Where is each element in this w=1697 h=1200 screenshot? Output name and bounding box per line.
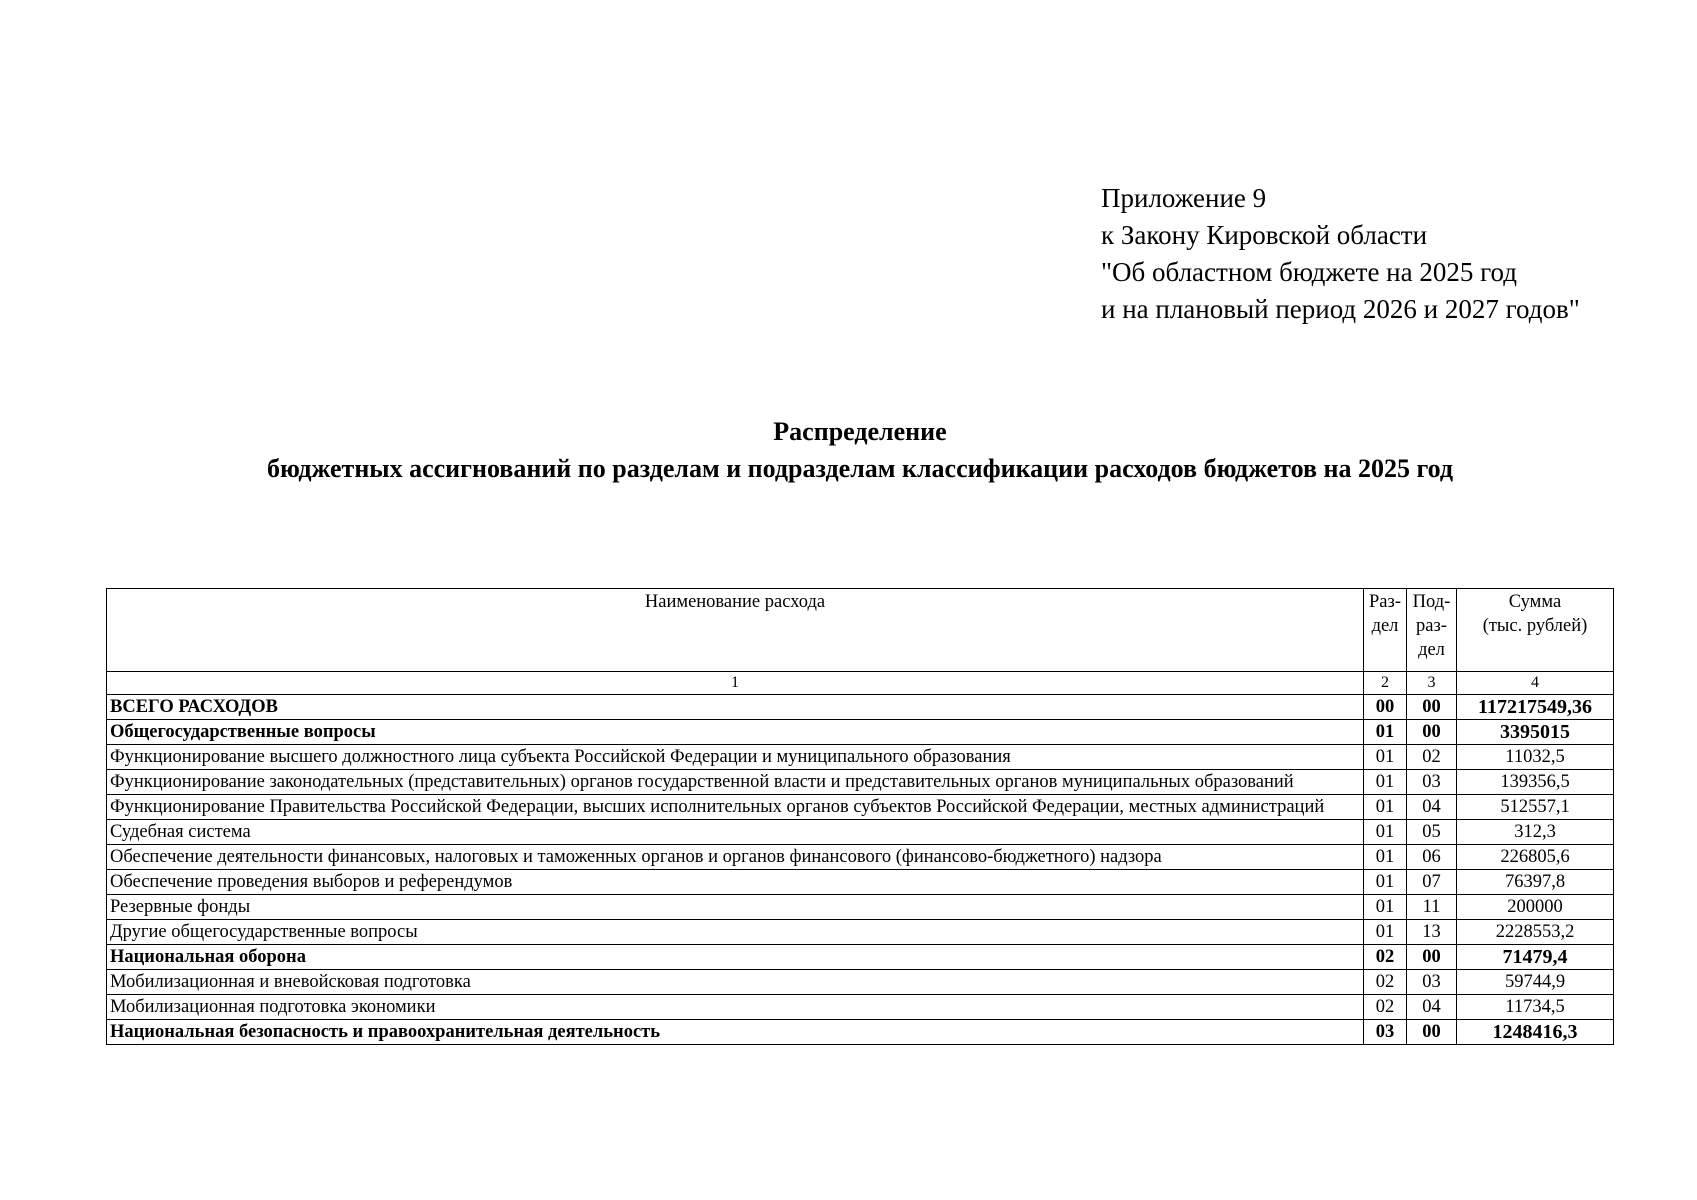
row-amount: 512557,1 <box>1457 795 1614 820</box>
row-podrazdel: 02 <box>1407 745 1457 770</box>
table-row <box>107 970 1614 995</box>
appendix-block <box>1101 180 1580 328</box>
row-name: Мобилизационная и вневойсковая подготовка <box>107 970 1364 995</box>
row-name: Функционирование Правительства Российской Федерации, высших исполнительных органов субъектов Российской Федерации, местных администраций <box>107 795 1364 820</box>
column-number: 1 <box>107 672 1364 695</box>
row-name: Функционирование законодательных (представительных) органов государственной власти и представительных органов муниципальных образований <box>107 770 1364 795</box>
header-sum-line-1: Сумма <box>1508 592 1562 612</box>
row-amount: 2228553,2 <box>1457 920 1614 945</box>
table-row <box>107 820 1614 845</box>
budget-table <box>106 588 1614 1045</box>
row-razdel: 01 <box>1364 795 1407 820</box>
row-razdel: 02 <box>1364 995 1407 1020</box>
row-amount: 3395015 <box>1457 720 1614 745</box>
header-sum-line-2: (тыс. рублей) <box>1482 616 1588 636</box>
row-podrazdel: 04 <box>1407 995 1457 1020</box>
row-name: Судебная система <box>107 820 1364 845</box>
row-podrazdel: 00 <box>1407 1020 1457 1045</box>
table-row <box>107 945 1614 970</box>
row-podrazdel: 05 <box>1407 820 1457 845</box>
header-name <box>107 589 1364 672</box>
row-podrazdel: 06 <box>1407 845 1457 870</box>
appendix-line-3: "Об областном бюджете на 2025 год <box>1101 257 1517 287</box>
row-razdel: 01 <box>1364 820 1407 845</box>
column-number: 2 <box>1364 672 1407 695</box>
row-razdel: 01 <box>1364 920 1407 945</box>
row-name: Национальная безопасность и правоохранительная деятельность <box>107 1020 1364 1045</box>
header-podrazdel-line-3: дел <box>1418 640 1445 660</box>
row-amount: 71479,4 <box>1457 945 1614 970</box>
appendix-line-2: к Закону Кировской области <box>1101 220 1428 250</box>
column-number-row <box>107 672 1614 695</box>
document-subtitle: бюджетных ассигнований по разделам и подразделам классификации расходов бюджетов на 2025 год <box>266 454 1454 483</box>
header-sum <box>1457 589 1614 672</box>
table-row <box>107 895 1614 920</box>
row-podrazdel: 07 <box>1407 870 1457 895</box>
row-name: Резервные фонды <box>107 895 1364 920</box>
table-row <box>107 795 1614 820</box>
row-amount: 200000 <box>1457 895 1614 920</box>
table-row <box>107 870 1614 895</box>
row-name: Общегосударственные вопросы <box>107 720 1364 745</box>
row-amount: 226805,6 <box>1457 845 1614 870</box>
row-razdel: 01 <box>1364 895 1407 920</box>
row-amount: 117217549,36 <box>1457 695 1614 720</box>
table-row <box>107 845 1614 870</box>
table-row <box>107 995 1614 1020</box>
row-podrazdel: 03 <box>1407 970 1457 995</box>
header-razdel-line-2: дел <box>1371 616 1399 636</box>
header-podrazdel-line-2: раз- <box>1416 616 1447 636</box>
column-number: 4 <box>1457 672 1614 695</box>
row-podrazdel: 00 <box>1407 695 1457 720</box>
row-amount: 1248416,3 <box>1457 1020 1614 1045</box>
row-name: Национальная оборона <box>107 945 1364 970</box>
table-row <box>107 745 1614 770</box>
row-amount: 11734,5 <box>1457 995 1614 1020</box>
row-amount: 312,3 <box>1457 820 1614 845</box>
row-podrazdel: 13 <box>1407 920 1457 945</box>
table-row <box>107 695 1614 720</box>
row-name: Другие общегосударственные вопросы <box>107 920 1364 945</box>
row-name: Обеспечение деятельности финансовых, налоговых и таможенных органов и органов финансового (финансово-бюджетного) надзора <box>107 845 1364 870</box>
row-podrazdel: 11 <box>1407 895 1457 920</box>
header-podrazdel-line-1: Под- <box>1412 592 1451 612</box>
row-podrazdel: 03 <box>1407 770 1457 795</box>
header-razdel <box>1364 589 1407 672</box>
header-name-label: Наименование расхода <box>644 592 826 612</box>
row-razdel: 01 <box>1364 720 1407 745</box>
row-amount: 59744,9 <box>1457 970 1614 995</box>
row-amount: 11032,5 <box>1457 745 1614 770</box>
row-name: ВСЕГО РАСХОДОВ <box>107 695 1364 720</box>
row-razdel: 01 <box>1364 845 1407 870</box>
row-amount: 139356,5 <box>1457 770 1614 795</box>
table-header-row <box>107 589 1614 672</box>
row-razdel: 02 <box>1364 970 1407 995</box>
row-name: Обеспечение проведения выборов и референдумов <box>107 870 1364 895</box>
table-row <box>107 920 1614 945</box>
row-podrazdel: 04 <box>1407 795 1457 820</box>
row-razdel: 01 <box>1364 770 1407 795</box>
row-razdel: 01 <box>1364 745 1407 770</box>
column-number: 3 <box>1407 672 1457 695</box>
document-title: Распределение <box>773 417 947 446</box>
row-razdel: 01 <box>1364 870 1407 895</box>
row-name: Функционирование высшего должностного лица субъекта Российской Федерации и муниципального образования <box>107 745 1364 770</box>
header-podrazdel <box>1407 589 1457 672</box>
row-razdel: 00 <box>1364 695 1407 720</box>
row-podrazdel: 00 <box>1407 945 1457 970</box>
table-row <box>107 720 1614 745</box>
row-amount: 76397,8 <box>1457 870 1614 895</box>
table-row <box>107 1020 1614 1045</box>
row-razdel: 03 <box>1364 1020 1407 1045</box>
appendix-line-1: Приложение 9 <box>1101 183 1267 213</box>
header-razdel-line-1: Раз- <box>1369 592 1401 612</box>
row-razdel: 02 <box>1364 945 1407 970</box>
appendix-line-4: и на плановый период 2026 и 2027 годов" <box>1101 294 1580 324</box>
row-name: Мобилизационная подготовка экономики <box>107 995 1364 1020</box>
row-podrazdel: 00 <box>1407 720 1457 745</box>
table-row <box>107 770 1614 795</box>
